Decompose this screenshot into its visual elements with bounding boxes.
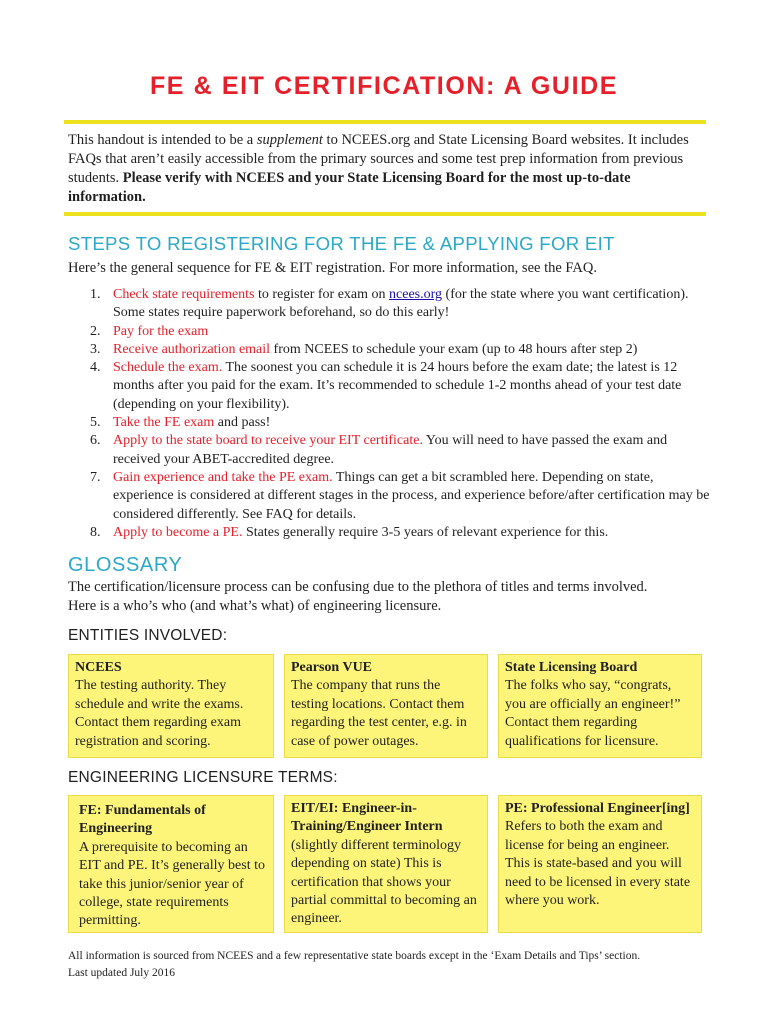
entity-card-title: State Licensing Board	[505, 660, 638, 675]
step-number: 6.	[90, 433, 101, 449]
intro-paragraph	[68, 131, 704, 207]
step-highlight: Apply to the state board to receive your EIT certificate.	[113, 433, 423, 449]
step-highlight: Apply to become a PE.	[113, 524, 243, 540]
steps-list	[88, 286, 710, 542]
intro-divider	[64, 212, 706, 216]
step-text: States generally require 3-5 years of relevant experience for this.	[242, 524, 609, 540]
step-highlight: Schedule the exam.	[113, 360, 223, 376]
term-card-title: PE: Professional Engineer[ing]	[505, 801, 690, 816]
step-highlight: Gain experience and take the PE exam.	[113, 469, 333, 485]
step-item	[88, 414, 710, 432]
step-highlight: Check state requirements	[113, 287, 255, 302]
footer-note	[68, 948, 708, 981]
term-card-fe	[68, 795, 274, 933]
terms-heading: ENGINEERING LICENSURE TERMS:	[68, 769, 338, 786]
step-number: 7.	[90, 469, 101, 485]
step-number: 2.	[90, 323, 101, 339]
step-number: 3.	[90, 341, 101, 357]
step-text-continued: (for the state where you want certification). Some states require paperwork beforehand, so do this early!	[113, 287, 689, 321]
step-item	[88, 469, 710, 524]
step-item	[88, 286, 710, 323]
glossary-lead-line-2: Here is a who’s who (and what’s what) of engineering licensure.	[68, 598, 442, 614]
step-text: Things can get a bit scrambled here. Depending on state, experience is considered at different stages in the process, and experience before/after certification may be considered differently. See FAQ for details.	[113, 469, 710, 522]
term-card-body: Refers to both the exam and license for being an engineer. This is state-based and you will need to be licensed in every state where you work.	[505, 819, 691, 909]
step-highlight: Receive authorization email	[113, 341, 271, 357]
term-card-title: FE: Fundamentals of Engineering	[79, 803, 206, 837]
entity-card-body: The company that runs the testing locations. Contact them regarding the test center, e.g. in case of power outages.	[291, 678, 467, 749]
step-item	[88, 432, 710, 469]
term-card-title: EIT/EI: Engineer-in-Training/Engineer Intern	[291, 801, 443, 835]
entity-card-state-licensing-board	[498, 654, 702, 758]
glossary-heading: GLOSSARY	[68, 554, 183, 576]
entities-heading: ENTITIES INVOLVED:	[68, 627, 228, 644]
step-number: 4.	[90, 360, 101, 376]
term-card-body: A prerequisite to becoming an EIT and PE. It’s generally best to take this junior/senior year of college, state requirements permitting.	[79, 839, 265, 929]
top-divider	[64, 120, 706, 124]
step-text: You will need to have passed the exam and received your ABET-accredited degree.	[113, 433, 668, 467]
step-text: to register for exam on	[254, 287, 390, 302]
step-number: 1.	[90, 287, 101, 302]
step-text: and pass!	[214, 415, 271, 431]
term-card-eit	[284, 795, 488, 933]
step-item	[88, 341, 710, 359]
entity-card-ncees	[68, 654, 274, 758]
intro-emphasis: supplement	[256, 132, 323, 148]
footer-updated-line: Last updated July 2016	[68, 966, 175, 979]
step-highlight: Take the FE exam	[113, 415, 215, 431]
step-item	[88, 323, 710, 341]
entity-card-body: The folks who say, “congrats, you are officially an engineer!” Contact them regarding qualifications for licensure.	[505, 678, 681, 749]
entity-card-title: Pearson VUE	[291, 660, 373, 675]
step-item	[88, 524, 710, 542]
entity-card-pearson-vue	[284, 654, 488, 758]
step-item	[88, 359, 710, 414]
term-card-pe	[498, 795, 702, 933]
intro-bold-note: Please verify with NCEES and your State Licensing Board for the most up-to-date information.	[68, 170, 631, 205]
steps-lead: Here’s the general sequence for FE & EIT registration. For more information, see the FAQ.	[68, 260, 597, 276]
step-text: from NCEES to schedule your exam (up to 48 hours after step 2)	[270, 341, 638, 357]
step-text: The soonest you can schedule it is 24 hours before the exam date; the latest is 12 months after you paid for the exam. It’s recommended to schedule 1-2 months ahead of your test date (depending on your flexibility).	[113, 360, 682, 412]
footer-source-line: All information is sourced from NCEES and a few representative state boards except in the ‘Exam Details and Tips’ section.	[68, 950, 641, 962]
ncees-link[interactable]: ncees.org	[389, 287, 443, 302]
step-number: 5.	[90, 415, 101, 431]
step-number: 8.	[90, 524, 101, 540]
term-card-body: (slightly different terminology depending on state) This is certification that shows your partial committal to becoming an engineer.	[291, 837, 477, 927]
step-highlight: Pay for the exam	[113, 323, 209, 339]
steps-heading: STEPS TO REGISTERING FOR THE FE & APPLYING FOR EIT	[68, 233, 615, 254]
entity-card-body: The testing authority. They schedule and write the exams. Contact them regarding exam registration and scoring.	[75, 678, 244, 749]
page-title: FE & EIT CERTIFICATION: A GUIDE	[149, 72, 619, 100]
glossary-lead-line-1: The certification/licensure process can be confusing due to the plethora of titles and terms involved.	[68, 579, 648, 595]
intro-text-1: This handout is intended to be a	[68, 132, 257, 148]
intro-text-2: to NCEES.org and State Licensing Board websites. It includes FAQs that aren’t easily accessible from the primary sources and some test prep information from previous students.	[68, 132, 689, 186]
entity-card-title: NCEES	[75, 660, 122, 675]
